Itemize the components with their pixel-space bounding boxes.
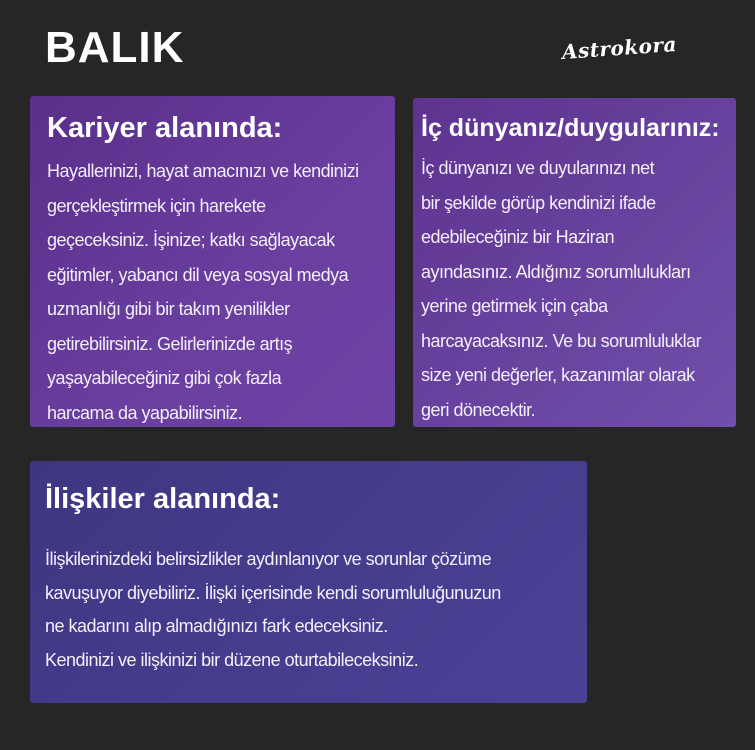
inner-world-line: edebileceğiniz bir Haziran xyxy=(421,227,615,247)
inner-world-line: harcayacaksınız. Ve bu sorumluluklar xyxy=(421,330,702,351)
career-line: getirebilirsiniz. Gelirlerinizde artış xyxy=(47,333,293,354)
inner-world-line: bir şekilde görüp kendinizi ifade xyxy=(421,192,656,213)
inner-world-text xyxy=(421,151,728,427)
inner-world-card xyxy=(413,98,736,427)
inner-world-line: İç dünyanızı ve duyularınızı net xyxy=(421,158,655,178)
relationships-line: İlişkilerinizdeki belirsizlikler aydınlanıyor ve sorunlar çözüme xyxy=(45,549,492,569)
career-line: geçeceksiniz. İşinize; katkı sağlayacak xyxy=(47,230,335,250)
relationships-heading: İlişkiler alanında: xyxy=(45,483,281,515)
inner-world-line: yerine getirmek için çaba xyxy=(421,296,608,316)
career-line: uzmanlığı gibi bir takım yenilikler xyxy=(47,299,290,319)
career-line: Hayallerinizi, hayat amacınızı ve kendinizi xyxy=(47,161,359,181)
career-line: gerçekleştirmek için harekete xyxy=(47,195,266,216)
inner-world-heading: İç dünyanız/duygularınız: xyxy=(421,114,720,142)
career-line: harcama da yapabilirsiniz. xyxy=(47,402,243,423)
career-line: eğitimler, yabancı dil veya sosyal medya xyxy=(47,264,349,285)
brand-signature: Astrokora xyxy=(561,32,678,64)
relationships-line: ne kadarını alıp almadığınızı fark edeceksiniz. xyxy=(45,616,388,636)
inner-world-line: size yeni değerler, kazanımlar olarak xyxy=(421,365,695,385)
page-title: BALIK xyxy=(45,23,185,72)
relationships-card xyxy=(30,461,587,703)
inner-world-line: ayındasınız. Aldığınız sorumlulukları xyxy=(421,261,691,282)
career-line: yaşayabileceğiniz gibi çok fazla xyxy=(47,368,282,388)
relationships-line: kavuşuyor diyebiliriz. İlişki içerisinde kendi sorumluluğunuzun xyxy=(45,582,501,603)
relationships-text xyxy=(45,543,573,677)
career-heading: Kariyer alanında: xyxy=(47,112,283,144)
inner-world-line: geri dönecektir. xyxy=(421,399,536,420)
relationships-line: Kendinizi ve ilişkinizi bir düzene oturtabileceksiniz. xyxy=(45,649,419,670)
career-text xyxy=(47,154,381,430)
career-card xyxy=(30,96,395,427)
